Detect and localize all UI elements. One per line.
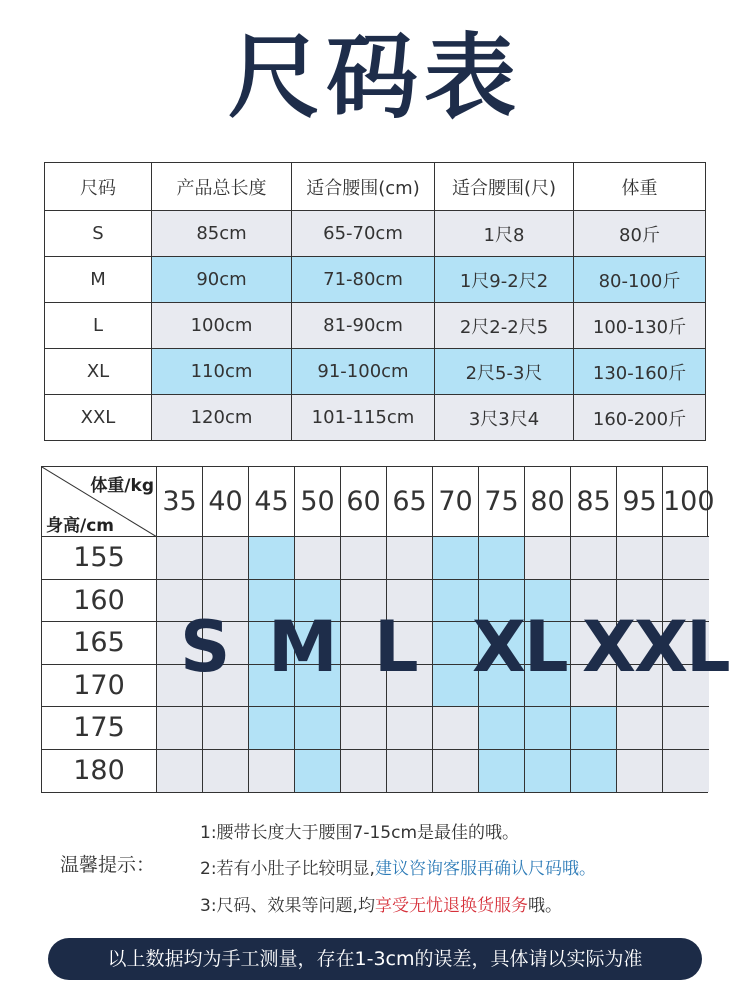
grid-cell xyxy=(387,537,433,580)
table-cell: 80-100斤 xyxy=(574,257,706,303)
size-label-xl: XL xyxy=(472,606,567,688)
table-row xyxy=(45,257,706,303)
table-cell: 80斤 xyxy=(574,211,706,257)
grid-cell xyxy=(525,537,571,580)
grid-cell xyxy=(663,537,709,580)
table-row xyxy=(45,303,706,349)
table-cell: 91-100cm xyxy=(292,349,435,395)
table-cell: 100-130斤 xyxy=(574,303,706,349)
table-row xyxy=(45,349,706,395)
table-cell: 101-115cm xyxy=(292,395,435,441)
grid-cell-highlight xyxy=(479,537,525,580)
table-cell: 160-200斤 xyxy=(574,395,706,441)
table-cell: 65-70cm xyxy=(292,211,435,257)
notes-label: 温馨提示： xyxy=(60,854,156,876)
grid-cell xyxy=(341,750,387,793)
size-cell: L xyxy=(45,303,152,349)
grid-cell xyxy=(341,707,387,750)
grid-cell-highlight xyxy=(433,537,479,580)
size-table xyxy=(44,162,706,441)
table-cell: 71-80cm xyxy=(292,257,435,303)
weight-header: 100 xyxy=(663,467,709,537)
table-cell: 130-160斤 xyxy=(574,349,706,395)
weight-header: 45 xyxy=(249,467,295,537)
size-label-l: L xyxy=(374,606,417,688)
weight-header: 80 xyxy=(525,467,571,537)
weight-header: 35 xyxy=(157,467,203,537)
size-table-header xyxy=(45,163,706,211)
grid-cell xyxy=(433,750,479,793)
weight-header: 95 xyxy=(617,467,663,537)
header-cell: 体重 xyxy=(574,163,706,211)
table-row xyxy=(45,395,706,441)
table-cell: 100cm xyxy=(152,303,292,349)
weight-header: 70 xyxy=(433,467,479,537)
note-3 xyxy=(200,891,562,916)
table-cell: 1尺9-2尺2 xyxy=(435,257,574,303)
size-cell: M xyxy=(45,257,152,303)
grid-cell-highlight xyxy=(571,707,617,750)
table-cell: 1尺8 xyxy=(435,211,574,257)
size-cell: XL xyxy=(45,349,152,395)
grid-cell xyxy=(203,537,249,580)
weight-header: 60 xyxy=(341,467,387,537)
grid-cell-highlight xyxy=(479,750,525,793)
header-cell: 适合腰围(cm) xyxy=(292,163,435,211)
note-2-highlight: 建议咨询客服再确认尺码哦。 xyxy=(374,859,596,879)
grid-cell xyxy=(387,750,433,793)
height-label: 165 xyxy=(42,622,157,665)
grid-cell xyxy=(249,750,295,793)
grid-cell-highlight xyxy=(249,707,295,750)
grid-cell-highlight xyxy=(249,537,295,580)
weight-header: 40 xyxy=(203,467,249,537)
size-cell: S xyxy=(45,211,152,257)
note-3-highlight: 享受无忧退换货服务 xyxy=(374,896,528,916)
weight-header: 85 xyxy=(571,467,617,537)
page-title: 尺码表 xyxy=(227,24,522,131)
grid-cell xyxy=(203,707,249,750)
grid-cell-highlight xyxy=(295,750,341,793)
table-cell: 2尺2-2尺5 xyxy=(435,303,574,349)
grid-cell xyxy=(663,707,709,750)
table-cell: 85cm xyxy=(152,211,292,257)
disclaimer-banner: 以上数据均为手工测量，存在1-3cm的误差，具体请以实际为准 xyxy=(48,938,702,980)
grid-cell xyxy=(387,707,433,750)
grid-cell xyxy=(617,750,663,793)
table-cell: 110cm xyxy=(152,349,292,395)
table-cell: 90cm xyxy=(152,257,292,303)
size-label-xxl: XXL xyxy=(582,606,729,688)
grid-cell-highlight xyxy=(525,707,571,750)
weight-header: 75 xyxy=(479,467,525,537)
table-row xyxy=(45,211,706,257)
size-label-m: M xyxy=(268,606,336,688)
grid-cell-highlight xyxy=(571,750,617,793)
grid-corner xyxy=(42,467,157,537)
grid-cell xyxy=(433,707,479,750)
height-label: 180 xyxy=(42,750,157,793)
height-label: 160 xyxy=(42,580,157,623)
weight-axis-label: 体重/kg xyxy=(90,476,154,496)
height-label: 170 xyxy=(42,665,157,708)
grid-cell xyxy=(571,537,617,580)
grid-cell-highlight xyxy=(295,707,341,750)
weight-header: 65 xyxy=(387,467,433,537)
grid-cell xyxy=(617,537,663,580)
grid-cell xyxy=(617,707,663,750)
grid-cell xyxy=(203,750,249,793)
size-cell: XXL xyxy=(45,395,152,441)
weight-header: 50 xyxy=(295,467,341,537)
header-cell: 适合腰围(尺) xyxy=(435,163,574,211)
height-label: 155 xyxy=(42,537,157,580)
grid-cell xyxy=(157,537,203,580)
table-cell: 120cm xyxy=(152,395,292,441)
header-cell: 尺码 xyxy=(45,163,152,211)
note-2 xyxy=(200,854,596,879)
grid-cell xyxy=(157,750,203,793)
header-cell: 产品总长度 xyxy=(152,163,292,211)
table-cell: 2尺5-3尺 xyxy=(435,349,574,395)
grid-cell xyxy=(341,537,387,580)
grid-cell-highlight xyxy=(525,750,571,793)
grid-cell xyxy=(663,750,709,793)
note-3-text: 3:尺码、效果等问题,均 xyxy=(200,896,375,916)
grid-cell xyxy=(157,707,203,750)
height-weight-grid xyxy=(41,466,729,793)
table-cell: 81-90cm xyxy=(292,303,435,349)
note-1: 1:腰带长度大于腰围7-15cm是最佳的哦。 xyxy=(200,823,520,843)
height-axis-label: 身高/cm xyxy=(46,516,114,536)
table-cell: 3尺3尺4 xyxy=(435,395,574,441)
height-label: 175 xyxy=(42,707,157,750)
size-label-s: S xyxy=(180,606,229,688)
grid-cell xyxy=(295,537,341,580)
grid-cell-highlight xyxy=(479,707,525,750)
note-2-text: 2:若有小肚子比较明显, xyxy=(200,859,375,879)
note-3-tail: 哦。 xyxy=(527,896,562,916)
